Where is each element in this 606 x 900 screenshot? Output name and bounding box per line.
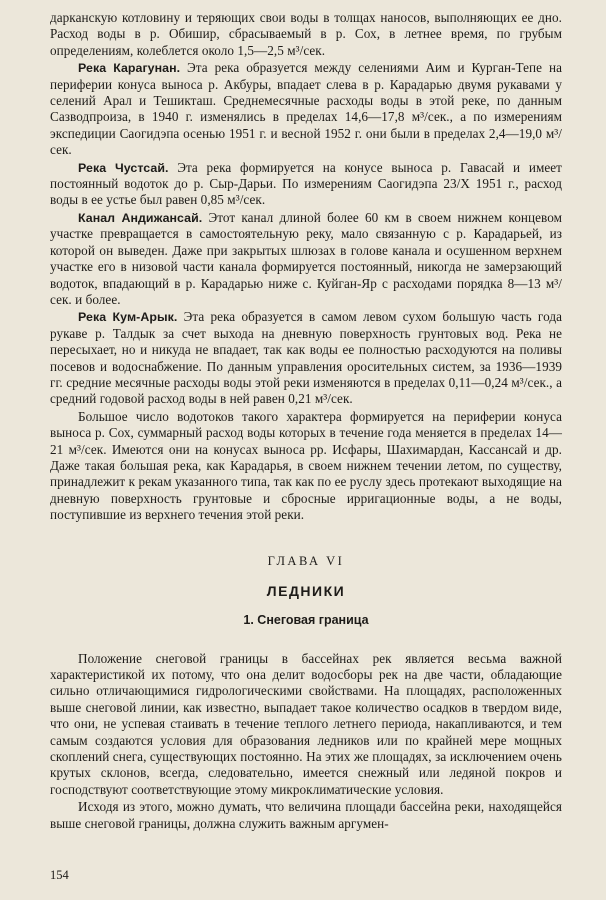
paragraph-text: Эта река формируется на конусе выноса р. Гавасай и имеет постоянный водоток до р. Сыр-Дарьи. По измерениям Саогидэпа 23/X 1951 г., расход воды в ее устье был равен 0,85 м³/сек.	[50, 159, 562, 208]
paragraph-text: Эта река образуется в самом левом сухом большую часть года рукаве р. Талдык за счет выхода на дневную поверхность грунтовых вод. Река не пересыхает, но и никуда не впадает, так как воды ее полностью расходуются на поливы посевов и водоснабжение. По данным управления оросительных систем, за 1936—1939 гг. средние месячные расходы воды этой реки изменяются в пределах 0,11—0,24 м³/сек., а средний годовой расход воды в ней равен 0,21 м³/сек.	[50, 309, 562, 407]
body-text-top	[50, 10, 562, 524]
section-title: 1. Снеговая граница	[243, 612, 369, 627]
page-number: 154	[50, 868, 69, 882]
paragraph-lead: Река Чустсай.	[78, 160, 169, 175]
paragraph-text: Этот канал длиной более 60 км в своем нижнем концевом участке превращается в самостоятельную реку, мало связанную с р. Карадарьей, из которой он выведен. Даже при закрытых шлюзах в голове канала и осушенном верхнем участке его в низовой части канала формируется постоянный, никогда не замерзающий водоток, впадающий в р. Карадарью ниже с. Куйган-Яр с расходами порядка 8—13 м³/сек. и более.	[50, 209, 562, 307]
paragraph-lead: Канал Андижансай.	[78, 210, 203, 225]
paragraph: Положение снеговой границы в бассейнах рек является весьма важной характеристикой их потому, что она делит водосборы рек на две части, обладающие сильно отличающимися гидрологическими свойствами. На площадях, расположенных выше снеговой линии, как известно, выпадает такое количество осадков в твердом виде, что они, не успевая стаивать в течение теплого летнего периода, накапливаются, и тем самым создаются условия для образования ледников или по крайней мере мощных скоплений снега, существующих постоянно. На этих же площадях, за исключением очень крутых склонов, всегда, следовательно, имеется снежный или ледяной покров и господствуют соответствующие этому микроклиматические условия.	[50, 650, 562, 797]
paragraph-text: Эта река образуется между селениями Аим и Курган-Тепе на периферии конуса выноса р. Акбуры, впадает слева в р. Карадарью двумя рукавами у селений Арал и Тешикташ. Среднемесячные расходы воды в этой реке, по данным Сазводпроиза, в 1940 г. изменялись в пределах 14,6—17,8 м³/сек., а по измерениям экспедиции Саогидэпа осенью 1951 г. и весной 1952 г. они были в пределах 2,4—19,0 м³/сек.	[50, 60, 562, 158]
paragraph	[50, 60, 562, 158]
paragraph	[50, 309, 562, 407]
paragraph	[50, 409, 562, 524]
paragraph-text: Большое число водотоков такого характера формируется на периферии конуса выноса р. Сох, суммарный расход воды которых в течение года меняется в пределах 14—21 м³/сек. Имеются они на конусах выноса рр. Исфары, Шахимардан, Кассансай и др. Даже такая большая река, как Карадарья, в своем нижнем течении летом, по существу, принадлежит к рекам указанного типа, так как по ее руслу здесь протекают выходящие на дневную поверхность грунтовые и сбросные ирригационные воды, а не воды, поступившие из верхнего течения этой реки.	[50, 408, 562, 523]
paragraph-lead: Река Кум-Арык.	[78, 310, 178, 325]
chapter-title: ЛЕДНИКИ	[266, 582, 346, 599]
paragraph	[50, 210, 562, 308]
body-text-bottom	[50, 651, 562, 832]
paragraph-lead: Река Карагунан.	[78, 61, 181, 76]
paragraph	[50, 160, 562, 209]
paragraph-text: дарканскую котловину и теряющих свои воды в толщах наносов, выполняющих ее дно. Расход воды в р. Обишир, сбрасываемый в р. Сох, в летнее время, по грубым определениям, колеблется около 1,5—2,5 м³/сек.	[50, 10, 562, 58]
chapter-number: ГЛАВА VI	[267, 553, 345, 568]
paragraph: Исходя из этого, можно думать, что величина площади бассейна реки, находящейся выше снеговой границы, должна служить важным аргумен-	[50, 799, 562, 831]
paragraph	[50, 10, 562, 59]
